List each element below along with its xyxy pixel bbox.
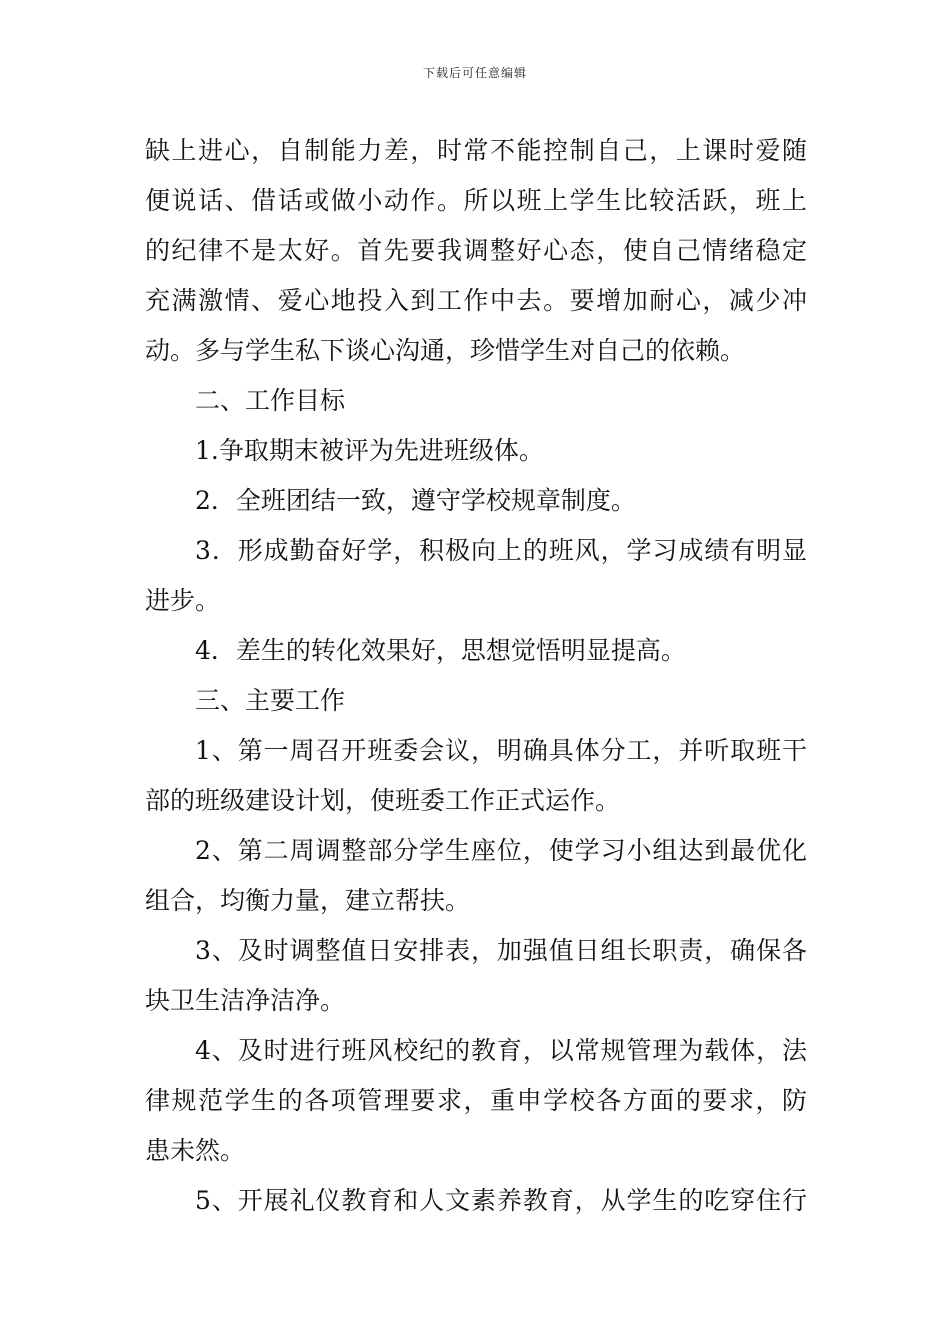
document-body	[145, 126, 807, 1226]
text-line: 4、及时进行班风校纪的教育，以常规管理为载体，法	[195, 1036, 807, 1065]
text-line: 三、主要工作	[195, 686, 346, 715]
text-line: 缺上进心，自制能力差，时常不能控制自己，上课时爱随	[145, 136, 807, 165]
page-header-note: 下载后可任意编辑	[422, 66, 527, 80]
text-line: 进步。	[145, 586, 221, 615]
text-line: 律规范学生的各项管理要求，重申学校各方面的要求，防	[145, 1086, 807, 1115]
text-line: 动。多与学生私下谈心沟通，珍惜学生对自己的依赖。	[145, 336, 746, 365]
text-line: 二、工作目标	[195, 386, 346, 415]
text-line: 便说话、借话或做小动作。所以班上学生比较活跃，班上	[145, 186, 807, 215]
text-line: 3．形成勤奋好学，积极向上的班风，学习成绩有明显	[195, 536, 807, 565]
text-line: 1.争取期末被评为先进班级体。	[195, 436, 544, 465]
text-line: 2．全班团结一致，遵守学校规章制度。	[195, 486, 636, 515]
text-line: 组合，均衡力量，建立帮扶。	[145, 886, 471, 915]
text-line: 5、开展礼仪教育和人文素养教育，从学生的吃穿住行	[195, 1186, 807, 1215]
text-line: 充满激情、爱心地投入到工作中去。要增加耐心，减少冲	[145, 286, 807, 315]
text-line: 患未然。	[145, 1136, 246, 1165]
text-line: 3、及时调整值日安排表，加强值日组长职责，确保各	[195, 936, 807, 965]
text-line: 块卫生洁净洁净。	[145, 986, 346, 1015]
text-line: 部的班级建设计划，使班委工作正式运作。	[145, 786, 621, 815]
text-line: 4．差生的转化效果好，思想觉悟明显提高。	[195, 636, 686, 665]
text-line: 1、第一周召开班委会议，明确具体分工，并听取班干	[195, 736, 807, 765]
text-line: 2、第二周调整部分学生座位，使学习小组达到最优化	[195, 836, 807, 865]
text-line: 的纪律不是太好。首先要我调整好心态，使自己情绪稳定	[145, 236, 807, 265]
